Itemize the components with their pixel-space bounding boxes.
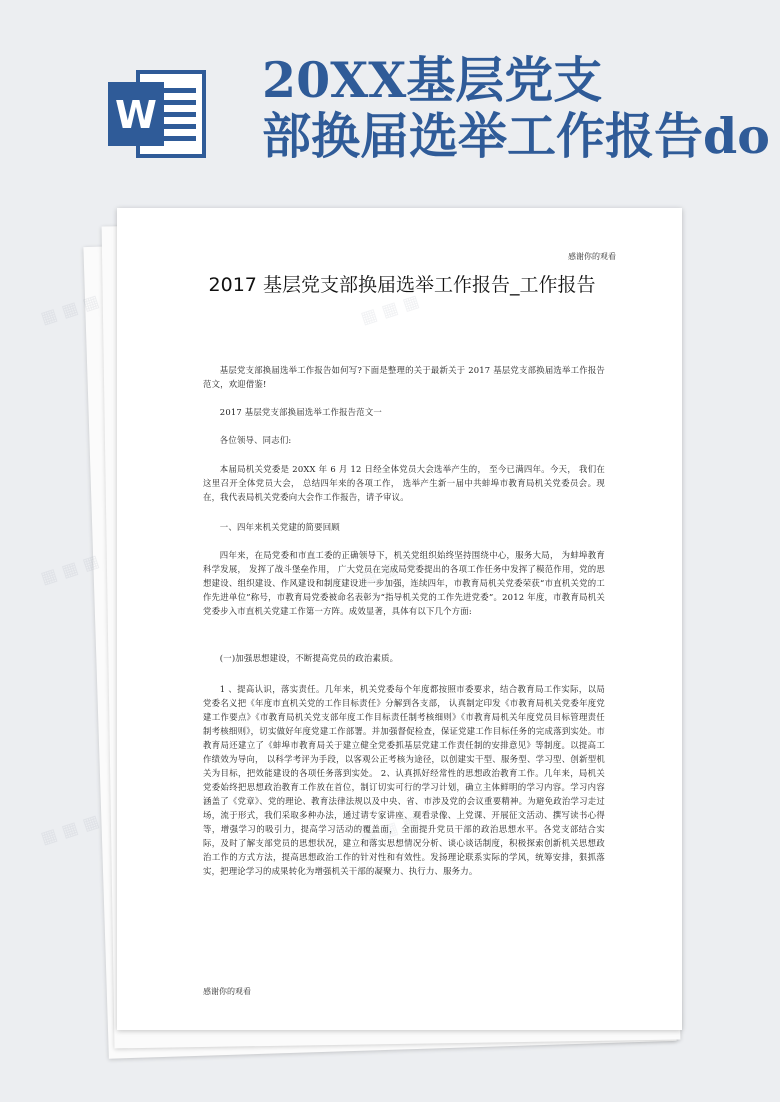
section-heading: 一、四年来机关党建的简要回顾	[219, 522, 340, 532]
document-title: 2017 基层党支部换届选举工作报告_工作报告	[208, 274, 596, 296]
section-heading: 2017 基层党支部换届选举工作报告范文一	[219, 407, 382, 417]
watermark-mark: ▦ ▦ ▦	[38, 811, 102, 849]
banner-title	[262, 52, 780, 164]
watermark-mark: ▦ ▦ ▦	[38, 551, 102, 589]
header-note: 感谢你的观看	[568, 252, 616, 261]
banner-title-line2: 部换届选举工作报告do	[262, 107, 770, 165]
document-page	[117, 208, 682, 1030]
banner-title-line1: 20XX基层党支	[262, 51, 603, 109]
body-paragraph: 四年来，在局党委和市直工委的正确领导下，机关党组织始终坚持围绕中心，服务大局， 为蚌埠教育科学发展， 发挥了战斗堡垒作用， 广大党员在完成局党委提出的各项工作任务中发挥了模范作用，党的思想建设、组织建设、作风建设和制度建设进一步加强，连续四年，市教育局机关党委荣获“市直机关党的工作先进单位”称号，市教育局党委被命名表彰为“指导机关党的工作先进党委”。2012 年度，市教育局机关党委步入市直机关党建工作第一方阵。成效显著，具体有以下几个方面:	[203, 550, 605, 616]
body-paragraph: 本届局机关党委是 20XX 年 6 月 12 日经全体党员大会选举产生的， 至今已满四年。今天， 我们在这里召开全体党员大会， 总结四年来的各项工作， 选举产生新一届中共蚌埠市教育局机关党委员会。现在，我代表局机关党委向大会作工作报告，请予审议。	[203, 464, 605, 502]
salutation: 各位领导、同志们:	[219, 435, 292, 445]
subsection-heading: (一)加强思想建设，不断提高党员的政治素质。	[219, 653, 399, 663]
body-paragraph: 1 、提高认识，落实责任。几年来，机关党委每个年度都按照市委要求，结合教育局工作实际，以局党委名义把《年度市直机关党的工作目标责任》分解到各支部， 认真制定印发《市教育局机关党委年度党建工作要点》《市教育局机关党支部年度工作目标责任制考核细则》《市教育局机关年度党员目标管理责任制考核细则》，切实做好年度党建工作部署。并加强督促检查，保证党建工作目标任务的完成落到实处。市教育局还建立了《蚌埠市教育局关于建立健全党委抓基层党建工作责任制的安排意见》等制度。以提高工作绩效为导向， 以科学考评为手段，以客观公正考核为途径，以创建实干型、服务型、学习型、创新型机关为目标，把效能建设的各项任务落到实处。 2、认真抓好经常性的思想政治教育工作。几年来，局机关党委始终把思想政治教育工作放在首位，制订切实可行的学习计划，确立主体鲜明的学习内容。学习内容涵盖了《党章》、党的理论、教育法律法规以及中央、省、市涉及党的会议重要精神。为避免政治学习走过场，流于形式，我们采取多种办法，通过请专家讲座、观看录像、上党课、开展征文活动、撰写读书心得等，增强学习的吸引力，提高学习活动的覆盖面， 全面提升党员干部的政治思想水平。各党支部结合实际，及时了解支部党员的思想状况，建立和落实思想情况分析、谈心谈话制度，积极探索创新机关思想政治工作的方式方法，提高思想政治工作的针对性和有效性。发扬理论联系实际的学风，统筹安排，狠抓落实，把理论学习的成果转化为增强机关干部的凝聚力、执行力、服务力。	[203, 684, 605, 876]
intro-paragraph: 基层党支部换届选举工作报告如何写?下面是整理的关于最新关于 2017 基层党支部换届选举工作报告范文，欢迎借鉴!	[203, 365, 605, 389]
word-document-icon	[108, 68, 208, 160]
footer-note: 感谢你的观看	[203, 987, 251, 996]
watermark-mark: ▦ ▦ ▦	[38, 291, 102, 329]
svg-text:W: W	[115, 93, 157, 137]
